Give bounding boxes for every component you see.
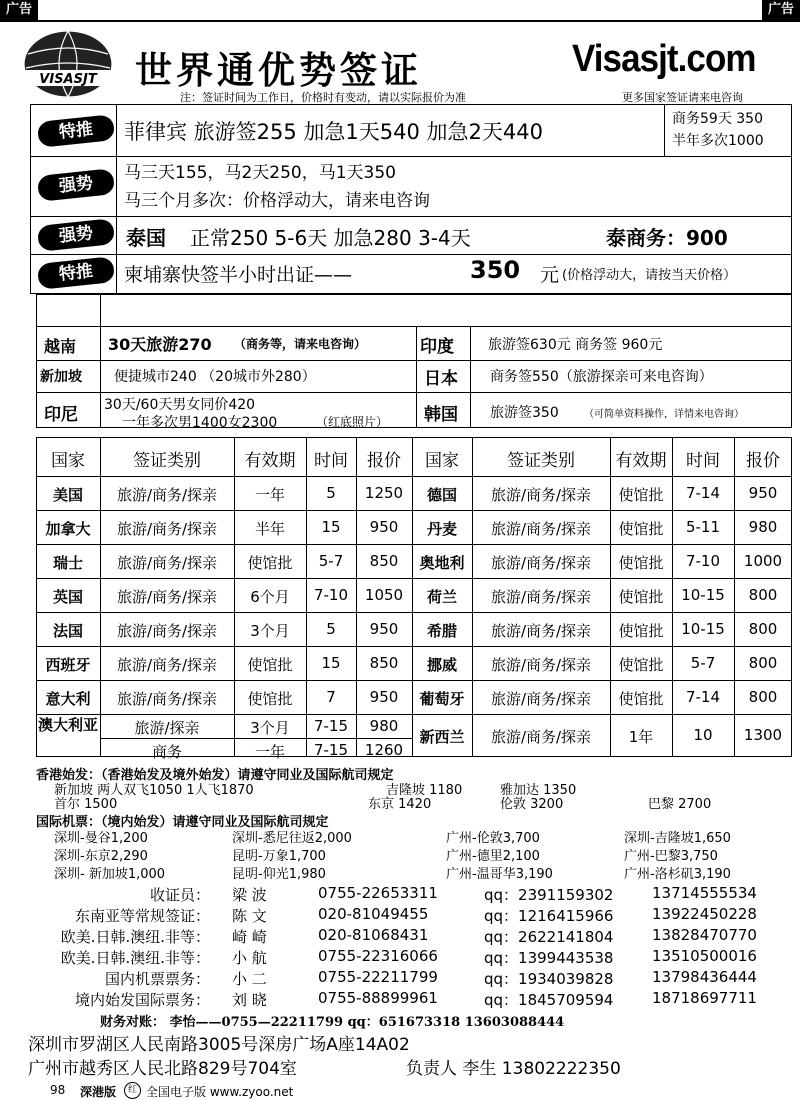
table-cell: 英国 [52, 588, 83, 606]
badge-special: 特推 [37, 114, 115, 148]
table-cell: 旅游/商务/探亲 [116, 622, 218, 640]
vietnam-label: 越南 [44, 337, 77, 356]
table-cell: 使馆批 [618, 656, 664, 674]
table-cell: 7-15 [313, 717, 349, 735]
table-cell: 使馆批 [618, 622, 664, 640]
intl-flight: 深圳-曼谷1,200 [54, 831, 148, 846]
contact-person: 负责人 李生 13802222350 [406, 1059, 621, 1079]
contact-field: 13922450228 [652, 905, 757, 923]
table-cell: 800 [748, 654, 778, 672]
top-divider [0, 20, 800, 22]
table-cell: 800 [748, 586, 778, 604]
table-cell: 奥地利 [419, 554, 465, 572]
korea-note: （可简单资料操作，详情来电咨询） [584, 409, 744, 420]
table-cell: 葡萄牙 [419, 690, 465, 708]
intl-flight: 广州-伦敦3,700 [446, 831, 540, 846]
table-header: 报价 [746, 451, 780, 471]
table-cell: 旅游/商务/探亲 [490, 588, 592, 606]
contact-field: 13828470770 [652, 926, 757, 944]
table-divider [412, 680, 792, 681]
japan-visa: 商务签550（旅游探亲可来电咨询） [490, 369, 713, 385]
table-cell: 7-14 [685, 688, 721, 706]
table-cell: 800 [748, 688, 778, 706]
table-cell: 10-15 [681, 620, 725, 638]
finance-line: 财务对账： 李怡——0755—22211799 qq：651673318 13603088444 [100, 1015, 565, 1030]
india-visa: 旅游签630元 商务签 960元 [488, 337, 663, 353]
korea-visa: 旅游签350 [490, 405, 559, 421]
hk-flight: 吉隆坡 1180 [386, 783, 463, 798]
contact-field: qq：1216415966 [484, 907, 614, 925]
table-cell: 950 [369, 518, 399, 536]
table-divider [36, 714, 412, 715]
table-cell: 一年 [254, 743, 285, 761]
australia-label: 澳大利亚 [37, 716, 98, 734]
philippines-business: 商务59天 350 [672, 111, 763, 127]
contact-field: 小 航 [232, 949, 267, 967]
hk-flight: 东京 1420 [368, 797, 432, 812]
table-cell: 旅游/商务/探亲 [116, 690, 218, 708]
table-cell: 法国 [52, 622, 83, 640]
svg-text:VISASJT: VISASJT [39, 72, 97, 87]
thailand-business: 泰商务：900 [606, 226, 728, 250]
intl-flight: 广州-洛杉矶3,190 [624, 867, 731, 882]
table-header: 报价 [367, 451, 401, 471]
hk-flight: 首尔 1500 [54, 797, 118, 812]
website-name: Visasjt.com [572, 38, 756, 80]
contact-field: 境内始发国际票务： [74, 991, 210, 1009]
table-cell: 旅游/商务/探亲 [490, 486, 592, 504]
table-cell: 使馆批 [247, 656, 293, 674]
cambodia-unit: 元 [540, 264, 560, 286]
vietnam-note: （商务等，请来电咨询） [234, 337, 367, 351]
table-cell: 美国 [52, 486, 83, 504]
singapore-label: 新加坡 [40, 369, 82, 385]
contact-field: 国内机票票务： [104, 970, 210, 988]
hk-flight: 伦敦 3200 [500, 797, 564, 812]
table-cell: 意大利 [45, 690, 91, 708]
intl-flight: 广州-温哥华3,190 [446, 867, 553, 882]
table-cell: 使馆批 [618, 520, 664, 538]
table-cell: 旅游/商务/探亲 [490, 554, 592, 572]
table-cell: 5-11 [685, 518, 721, 536]
table-cell: 旅游/探亲 [134, 719, 200, 737]
table-cell: 7-14 [685, 484, 721, 502]
contact-field: 梁 波 [232, 886, 267, 904]
table-cell: 旅游/商务/探亲 [116, 486, 218, 504]
table-divider [36, 680, 412, 681]
table-cell: 1年 [628, 728, 654, 746]
malaysia-visa-1: 马三天155，马2天250，马1天350 [124, 163, 396, 183]
philippines-multi: 半年多次1000 [672, 133, 764, 149]
table-divider [36, 646, 412, 647]
table-header: 有效期 [244, 451, 296, 471]
table-cell: 1050 [364, 586, 404, 604]
contact-field: qq：1934039828 [484, 970, 614, 988]
table-cell: 5 [326, 484, 336, 502]
table-cell: 980 [369, 717, 399, 735]
table-header: 国家 [51, 451, 85, 471]
table-cell: 1000 [743, 552, 783, 570]
table-cell: 1260 [364, 741, 404, 759]
contact-field: 0755-88899961 [318, 989, 438, 1007]
table-cell: 旅游/商务/探亲 [490, 728, 592, 746]
table-cell: 丹麦 [426, 520, 457, 538]
contact-field: 020-81068431 [318, 926, 429, 944]
table-divider [36, 510, 412, 511]
table-cell: 5-7 [318, 552, 344, 570]
contact-field: 欧美.日韩.澳纽.非等： [60, 928, 210, 946]
table-divider [412, 646, 792, 647]
table-cell: 5 [326, 620, 336, 638]
table-cell: 15 [321, 518, 341, 536]
globe-logo-icon [20, 28, 116, 102]
edition-circle-icon: 红 [124, 1082, 141, 1099]
cambodia-note: (价格浮动大，请按当天价格） [562, 268, 737, 283]
table-cell: 980 [748, 518, 778, 536]
contact-field: qq：1845709594 [484, 991, 614, 1009]
page-number: 98 [50, 1083, 66, 1097]
indonesia-visa-2: 一年多次男1400女2300 [122, 415, 278, 431]
indonesia-note: （红底照片） [316, 415, 389, 429]
cambodia-visa: 柬埔寨快签半小时出证—— [124, 264, 353, 286]
address-shenzhen: 深圳市罗湖区人民南路3005号深房广场A座14A02 [28, 1035, 410, 1055]
table-header: 时间 [686, 451, 720, 471]
table-header: 签证类别 [507, 451, 575, 471]
ad-label-right: 广告 [762, 0, 800, 20]
contact-field: qq：2391159302 [484, 886, 614, 904]
table-divider [412, 612, 792, 613]
table-cell: 瑞士 [52, 554, 83, 572]
edition-label: 深港版 [80, 1085, 117, 1099]
table-cell: 6个月 [250, 588, 290, 606]
table-cell: 1300 [743, 726, 783, 744]
table-divider [36, 612, 412, 613]
table-cell: 7-10 [685, 552, 721, 570]
table-divider [36, 578, 412, 579]
philippines-visa: 菲律宾 旅游签255 加急1天540 加急2天440 [124, 120, 543, 144]
contact-field: 收证员： [149, 886, 210, 904]
korea-label: 韩国 [424, 405, 458, 425]
thailand-label: 泰国 [126, 226, 166, 250]
table-cell: 7 [326, 688, 336, 706]
badge-special: 特推 [37, 256, 115, 290]
table-cell: 15 [321, 654, 341, 672]
contact-field: 13714555534 [652, 884, 757, 902]
table-cell: 新西兰 [419, 728, 465, 746]
intl-flight: 深圳-吉隆坡1,650 [624, 831, 731, 846]
table-cell: 950 [369, 620, 399, 638]
malaysia-visa-2: 马三个月多次：价格浮动大，请来电咨询 [124, 191, 430, 211]
table-cell: 850 [369, 654, 399, 672]
contact-field: 13510500016 [652, 947, 757, 965]
table-cell: 10-15 [681, 586, 725, 604]
intl-flight: 深圳-东京2,290 [54, 849, 148, 864]
hk-flight: 雅加达 1350 [500, 783, 577, 798]
footer-site: 全国电子版 www.zyoo.net [146, 1085, 294, 1099]
hk-heading: 香港始发：（香港始发及境外始发）请遵守同业及国际航司规定 [36, 768, 394, 783]
table-divider [100, 738, 412, 739]
table-header: 有效期 [615, 451, 667, 471]
table-cell: 使馆批 [618, 486, 664, 504]
table-header: 国家 [425, 451, 459, 471]
contact-field: qq：1399443538 [484, 949, 614, 967]
intl-flight: 昆明-万象1,700 [232, 849, 326, 864]
intl-heading: 国际机票：（境内始发）请遵守同业及国际航司规定 [36, 815, 329, 830]
table-cell: 一年 [254, 486, 285, 504]
table-cell: 旅游/商务/探亲 [116, 588, 218, 606]
intl-flight: 昆明-仰光1,980 [232, 867, 326, 882]
table-cell: 半年 [254, 520, 285, 538]
contact-field: 0755-22316066 [318, 947, 438, 965]
contact-field: 东南亚等常规签证： [74, 907, 210, 925]
more-countries-note: 更多国家签证请来电咨询 [622, 91, 743, 104]
table-cell: 850 [369, 552, 399, 570]
table-cell: 使馆批 [247, 554, 293, 572]
table-cell: 3个月 [250, 719, 290, 737]
table-divider [412, 714, 792, 715]
contact-field: 崎 崎 [232, 928, 267, 946]
ad-label-left: 广告 [0, 0, 38, 20]
intl-flight: 广州-德里2,100 [446, 849, 540, 864]
badge-strong: 强势 [37, 218, 115, 252]
table-cell: 挪威 [426, 656, 457, 674]
contact-field: 18718697711 [652, 989, 757, 1007]
table-cell: 希腊 [426, 622, 457, 640]
intl-flight: 广州-巴黎3,750 [624, 849, 718, 864]
table-cell: 5-7 [690, 654, 716, 672]
table-divider [36, 544, 412, 545]
table-cell: 10 [693, 726, 713, 744]
table-cell: 800 [748, 620, 778, 638]
vietnam-visa: 30天旅游270 [108, 335, 212, 354]
table-header: 时间 [314, 451, 348, 471]
contact-field: 0755-22653311 [318, 884, 438, 902]
table-cell: 7-15 [313, 741, 349, 759]
table-cell: 950 [369, 688, 399, 706]
table-divider [412, 578, 792, 579]
table-cell: 旅游/商务/探亲 [490, 520, 592, 538]
contact-field: 020-81049455 [318, 905, 429, 923]
intl-flight: 深圳-悉尼往返2,000 [232, 831, 352, 846]
indonesia-label: 印尼 [44, 405, 78, 425]
badge-strong: 强势 [37, 168, 115, 202]
contact-field: qq：2622141804 [484, 928, 614, 946]
address-guangzhou: 广州市越秀区人民北路829号704室 [28, 1059, 297, 1079]
table-cell: 3个月 [250, 622, 290, 640]
indonesia-visa-1: 30天/60天男女同价420 [104, 397, 256, 413]
table-cell: 旅游/商务/探亲 [116, 554, 218, 572]
contact-field: 欧美.日韩.澳纽.非等： [60, 949, 210, 967]
contact-field: 13798436444 [652, 968, 757, 986]
table-cell: 西班牙 [45, 656, 91, 674]
hk-flight: 巴黎 2700 [648, 797, 712, 812]
table-cell: 7-10 [313, 586, 349, 604]
table-cell: 使馆批 [618, 588, 664, 606]
japan-label: 日本 [424, 369, 458, 389]
india-label: 印度 [420, 337, 454, 357]
table-cell: 1250 [364, 484, 404, 502]
table-cell: 旅游/商务/探亲 [116, 520, 218, 538]
contact-field: 陈 文 [232, 907, 267, 925]
table-cell: 商务 [151, 743, 182, 761]
table-cell: 荷兰 [426, 588, 457, 606]
page-title: 世界通优势签证 [135, 48, 422, 92]
table-header: 签证类别 [133, 451, 201, 471]
table-cell: 使馆批 [618, 554, 664, 572]
thailand-visa: 正常250 5-6天 加急280 3-4天 [190, 226, 471, 250]
hk-flight: 新加坡 两人双飞1050 1人飞1870 [54, 783, 254, 798]
table-cell: 德国 [426, 486, 457, 504]
table-cell: 旅游/商务/探亲 [490, 622, 592, 640]
table-divider [412, 544, 792, 545]
price-note: 注：签证时间为工作日，价格时有变动，请以实际报价为准 [180, 91, 466, 104]
table-divider [412, 510, 792, 511]
table-divider [36, 476, 792, 477]
table-cell: 使馆批 [247, 690, 293, 708]
cambodia-price: 350 [470, 256, 521, 284]
table-cell: 使馆批 [618, 690, 664, 708]
intl-flight: 深圳- 新加坡1,000 [54, 867, 166, 882]
table-cell: 950 [748, 484, 778, 502]
contact-field: 0755-22211799 [318, 968, 438, 986]
table-cell: 旅游/商务/探亲 [490, 656, 592, 674]
table-cell: 旅游/商务/探亲 [116, 656, 218, 674]
table-cell: 加拿大 [45, 520, 91, 538]
table-cell: 旅游/商务/探亲 [490, 690, 592, 708]
contact-field: 小 二 [232, 970, 267, 988]
contact-field: 刘 晓 [232, 991, 267, 1009]
singapore-visa: 便捷城市240 （20城市外280） [114, 369, 316, 385]
